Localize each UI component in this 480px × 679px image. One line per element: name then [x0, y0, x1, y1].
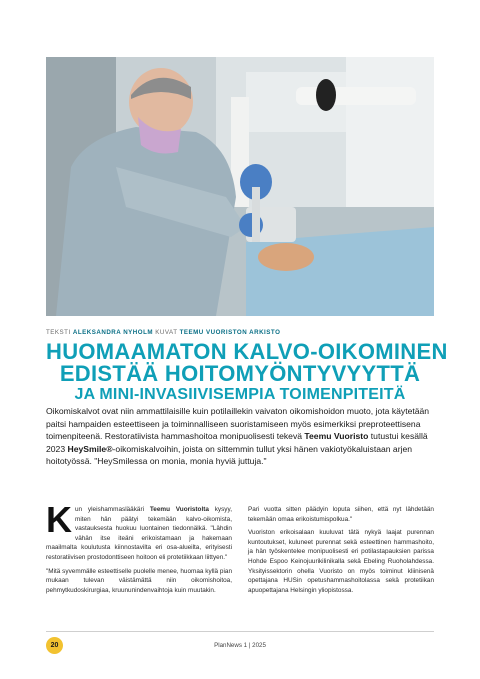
headline-line-1: HUOMAAMATON KALVO-OIKOMINEN — [46, 339, 448, 364]
dentist-illustration — [46, 57, 434, 316]
publication-footer: PlanNews 1 | 2025 — [214, 642, 266, 649]
body-paragraph-1 — [46, 499, 233, 563]
text-credit-author: ALEKSANDRA NYHOLM — [72, 329, 154, 336]
lead-part-2: tutustui kesällä 2023 — [46, 431, 428, 454]
lead-brand-name: HeySmile® — [67, 443, 113, 454]
lead-paragraph — [46, 405, 434, 468]
body-p1-rest: kysyy, miten hän päätyi tekemään kalvo-oikomista, vastauksesta huokuu luontainen tiedonnälkä. "Lähdin vähän itse iteäni erikoistamaan ja hakemaan maailmalta koulutusta kiinnostavilta eri osa-alueilta, erityisesti restoratiivisen prostodonttiseen hoitoon eli protetiikkaan liittyen." — [46, 506, 233, 561]
body-p1-name: Teemu Vuoristolta — [149, 506, 209, 513]
photo-credits — [46, 329, 280, 336]
dropcap-letter: K — [46, 499, 72, 540]
body-column-left — [46, 499, 233, 599]
footer-divider — [46, 631, 434, 632]
body-p1-start: un yleishammaslääkäri — [75, 506, 150, 513]
headline-line-2: EDISTÄÄ HOITOMYÖNTYVYYTTÄ — [59, 361, 421, 386]
body-paragraph-4: Vuoriston erikoisalaan kuuluvat tätä nykyä laajat purennan kuntoutukset, kuluneet purennat sekä esteettinen hammashoito, ja hän työskentelee monipuolisesti eri potilastapauksien parissa Hohde Espoo Keinojuurikilinikalla sekä Ebeling Ruoholahdessa. Yksityissektorin ohella Vuoristo on myös toiminut kliinisenä opettajana HUSin opetushammashoitolassa sekä protetiikan apuopettajana Helsingin yliopistossa. — [248, 529, 434, 594]
body-paragraph-3: Pari vuotta sitten päädyin loputa siihen, että nyt lähdetään tekemään omaa erikoistumispolkua." — [248, 506, 434, 523]
lead-part-1: Oikomiskalvot ovat niin ammattilaisille kuin potilaillekin vaivaton oikomishoidon muoto, jota käytetään paitsi hampaiden esteettiseen ja toiminnalliseen suoristamiseen myös esimerkiksi preproteettisena toimenpiteenä. Restoratiivista hammashoitoa monipuolisesti tekevä — [46, 406, 430, 442]
dentist-photo — [46, 57, 434, 316]
article-headline — [46, 339, 448, 403]
lead-part-3: -oikomiskalvoihin, joista on sittemmin tullut yksi hänen vakiotyökaluistaan arjen hoitotyössä. "HeySmilessa on monia, monia hyviä juttuja." — [46, 443, 413, 467]
body-column-right — [248, 505, 434, 599]
photo-credit-label: KUVAT — [155, 329, 178, 336]
text-credit-label: TEKSTI — [46, 329, 71, 336]
headline-line-3: JA MINI-INVASIIVISEMPIA TOIMENPITEITÄ — [74, 386, 406, 403]
body-paragraph-2: "Mitä syvemmälle esteettiselle puolelle menee, huomaa kyllä pian mukaan tulevan väistämättä niin oikomishoitoa, pehmytkudoskirurgiaa, kruunuпindenvaihtoja kuin muutakin. — [46, 567, 232, 594]
page-number-badge: 20 — [46, 637, 63, 654]
photo-credit-author: TEEMU VUORISTON ARKISTO — [179, 329, 281, 336]
lead-person-name: Teemu Vuoristo — [304, 431, 369, 442]
